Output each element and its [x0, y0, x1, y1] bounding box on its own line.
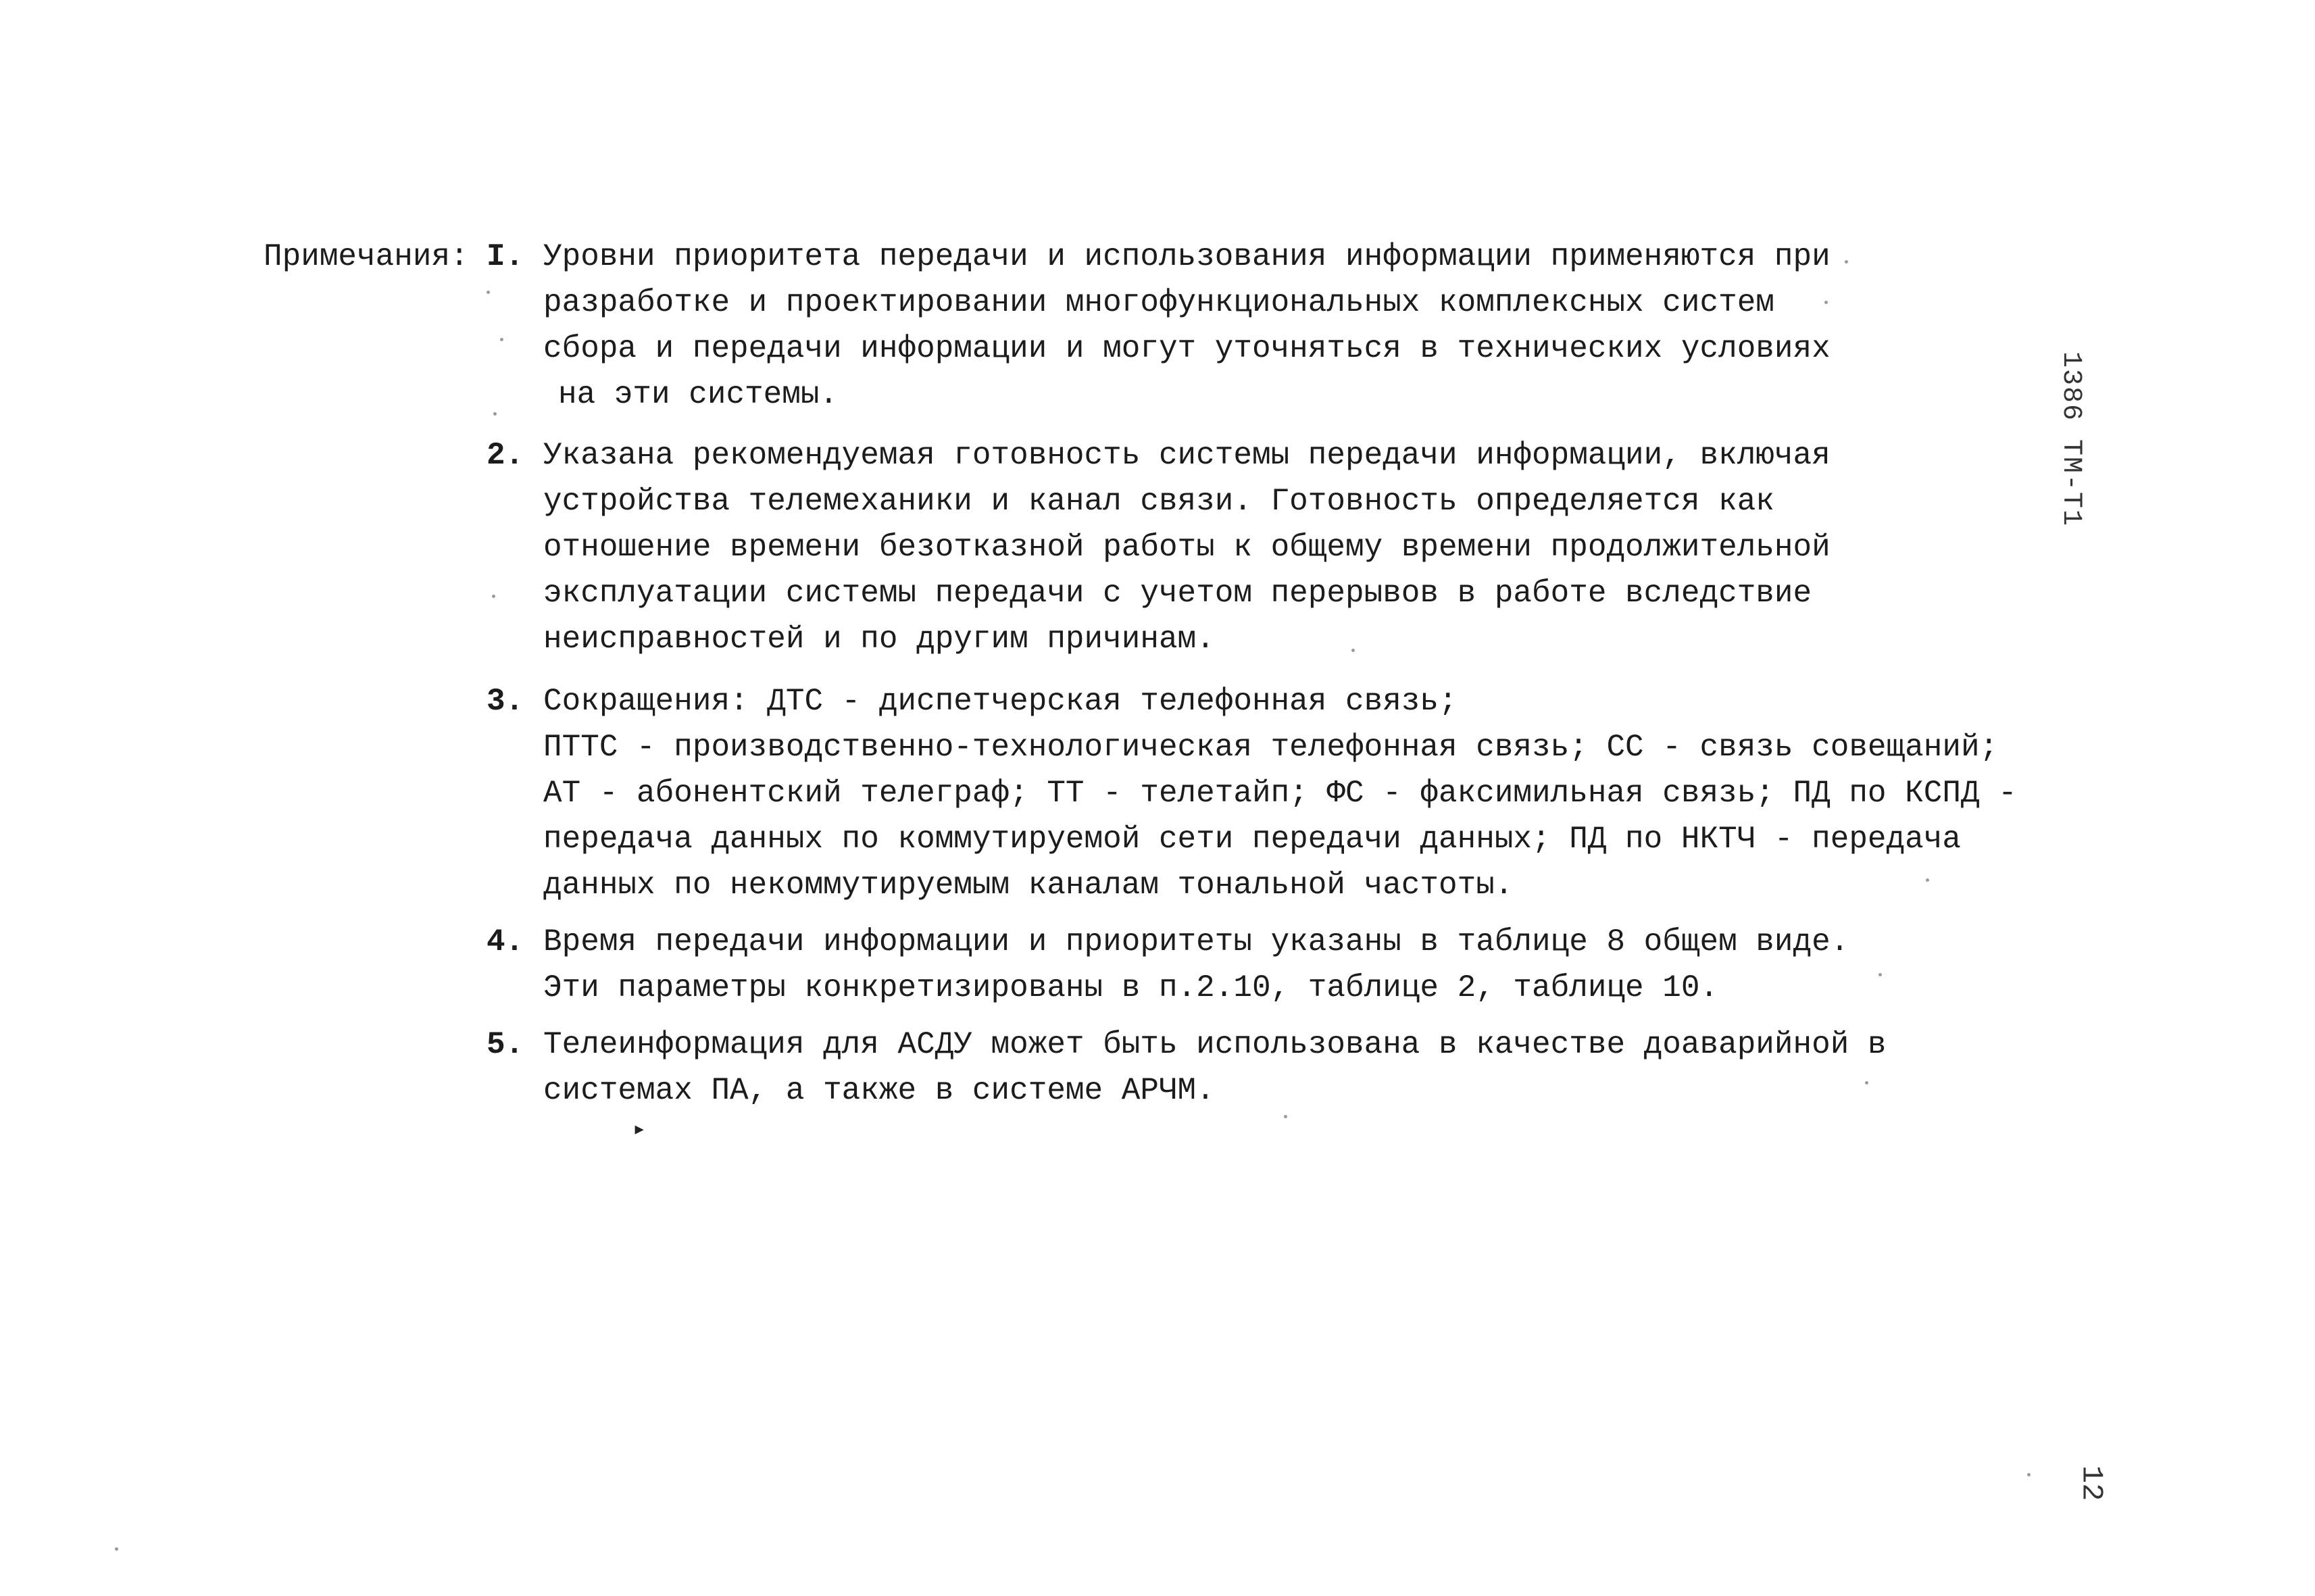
scan-speck	[115, 1547, 118, 1551]
note-text	[543, 432, 1831, 662]
note-line: ПТТС - производственно-технологическая телефонная связь; СС - связь совещаний;	[543, 730, 1999, 765]
note-line: системах ПА, а также в системе АРЧМ.	[543, 1073, 1215, 1108]
note-number: 3.	[487, 684, 524, 719]
note-line: Уровни приоритета передачи и использования информации применяются при	[543, 239, 1831, 274]
note-line: сбора и передачи информации и могут уточняться в технических условиях	[543, 331, 1831, 366]
note-text	[543, 1022, 1887, 1114]
note-text	[543, 678, 2017, 908]
scan-speck	[1845, 260, 1848, 264]
note-line: передача данных по коммутируемой сети передачи данных; ПД по НКТЧ - передача	[543, 822, 1961, 857]
note-line: Сокращения: ДТС - диспетчерская телефонная связь;	[543, 684, 1458, 719]
note-line: отношение времени безотказной работы к общему времени продолжительной	[543, 530, 1831, 565]
note-line: устройства телемеханики и канал связи. Готовность определяется как	[543, 484, 1774, 519]
note-line: данных по некоммутируемым каналам тональной частоты.	[543, 868, 1514, 903]
note-line: неисправностей и по другим причинам.	[543, 622, 1215, 657]
note-line: эксплуатации системы передачи с учетом перерывов в работе вследствие	[543, 576, 1812, 611]
note-number: 5.	[487, 1027, 524, 1062]
scan-speck	[493, 412, 497, 416]
scan-speck	[1926, 878, 1929, 882]
scan-speck	[500, 338, 503, 341]
note-line: Телеинформация для АСДУ может быть использована в качестве доаварийной в	[543, 1027, 1887, 1062]
scan-speck	[1865, 1081, 1868, 1084]
scan-speck	[487, 291, 490, 294]
note-number: 4.	[487, 924, 524, 959]
note-line: разработке и проектировании многофункциональных комплексных систем	[543, 285, 1774, 320]
scan-speck	[1878, 973, 1882, 976]
note-line: АТ - абонентский телеграф; ТТ - телетайп; ФС - факсимильная связь; ПД по КСПД -	[543, 776, 2017, 811]
scan-speck	[1824, 301, 1828, 304]
note-number: I.	[487, 239, 524, 274]
note-line: Эти параметры конкретизированы в п.2.10, таблице 2, таблице 10.	[543, 970, 1719, 1005]
scan-speck	[2027, 1473, 2031, 1476]
notes-heading: Примечания:	[264, 239, 469, 274]
note-line: Время передачи информации и приоритеты указаны в таблице 8 общем виде.	[543, 924, 1849, 959]
note-line: на эти системы.	[558, 377, 839, 412]
note-text	[543, 234, 1831, 418]
note-line: Указана рекомендуемая готовность системы передачи информации, включая	[543, 438, 1831, 473]
arrow-mark-icon: ▸	[632, 1118, 647, 1143]
note-number: 2.	[487, 438, 524, 473]
page-number: 12	[2074, 1465, 2108, 1501]
scan-speck	[1351, 649, 1355, 652]
scan-speck	[492, 595, 495, 598]
note-text	[543, 919, 1849, 1011]
side-document-code: 1386 TM-T1	[2056, 351, 2086, 528]
scan-speck	[1284, 1115, 1287, 1118]
